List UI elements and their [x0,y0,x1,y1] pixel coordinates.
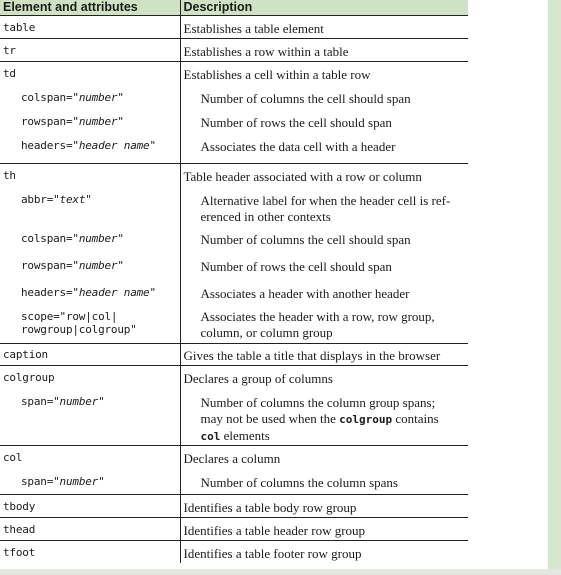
attribute-description: Number of columns the column group spans; may not be used when the colgroup contains col elements [180,390,468,446]
element-description: Identifies a table header row group [180,518,468,541]
element-description: Declares a group of columns [180,366,468,390]
element-description: Table header associated with a row or column [180,164,468,188]
attribute-name: colspan="number" [21,231,124,245]
element-name: tr [0,39,180,62]
attribute-description: Associates the header with a row, row group, column, or column group [180,307,468,344]
element-description: Identifies a table body row group [180,495,468,518]
table-row [0,227,468,254]
element-name: thead [0,518,180,541]
element-name: th [0,164,180,188]
table-row [0,188,468,227]
element-name: tfoot [0,541,180,563]
element-name: col [0,446,180,470]
header-description: Description [180,0,468,16]
element-name: table [3,21,36,34]
attribute-name: headers="header name" [21,138,156,152]
table-row [0,470,468,495]
table-row [0,86,468,110]
header-element: Element and attributes [0,0,180,16]
attribute-description: Number of rows the cell should span [180,254,468,281]
attribute-name: span="number" [21,474,105,488]
attribute-description: Number of columns the cell should span [180,86,468,110]
element-description: Establishes a table element [180,16,468,39]
attribute-name: scope="row|col| rowgroup|colgroup" [21,309,137,336]
table-row [0,134,468,164]
attribute-description: Number of columns the cell should span [180,227,468,254]
element-description: Identifies a table footer row group [180,541,468,563]
element-description: Establishes a row within a table [180,39,468,62]
element-name: td [0,62,180,86]
attribute-description: Alternative label for when the header cell is ref- erenced in other contexts [180,188,468,227]
attribute-name: span="number" [21,394,105,408]
table-row [0,39,468,62]
attribute-description: Associates the data cell with a header [180,134,468,164]
page-bottom-edge [0,569,561,575]
attribute-name: rowspan="number" [21,258,124,272]
table-row [0,254,468,281]
table-row [0,62,468,86]
table-row [0,495,468,518]
table-row [0,110,468,134]
table-row [0,16,468,39]
table-row [0,390,468,446]
attribute-description: Number of columns the column spans [180,470,468,495]
element-name: colgroup [0,366,180,390]
table-row [0,164,468,188]
table-row [0,518,468,541]
table-row [0,344,468,366]
attribute-description: Number of rows the cell should span [180,110,468,134]
table-row [0,366,468,390]
element-description: Declares a column [180,446,468,470]
table-row [0,281,468,307]
attribute-name: colspan="number" [21,90,124,104]
attribute-name: abbr="text" [21,192,92,206]
element-name: tbody [0,495,180,518]
table-row [0,307,468,344]
element-name: caption [0,344,180,366]
attribute-description: Associates a header with another header [180,281,468,307]
element-description: Gives the table a title that displays in the browser [180,344,468,366]
attribute-name: rowspan="number" [21,114,124,128]
table-row [0,446,468,470]
element-description: Establishes a cell within a table row [180,62,468,86]
attribute-name: headers="header name" [21,285,156,299]
table-row [0,541,468,563]
